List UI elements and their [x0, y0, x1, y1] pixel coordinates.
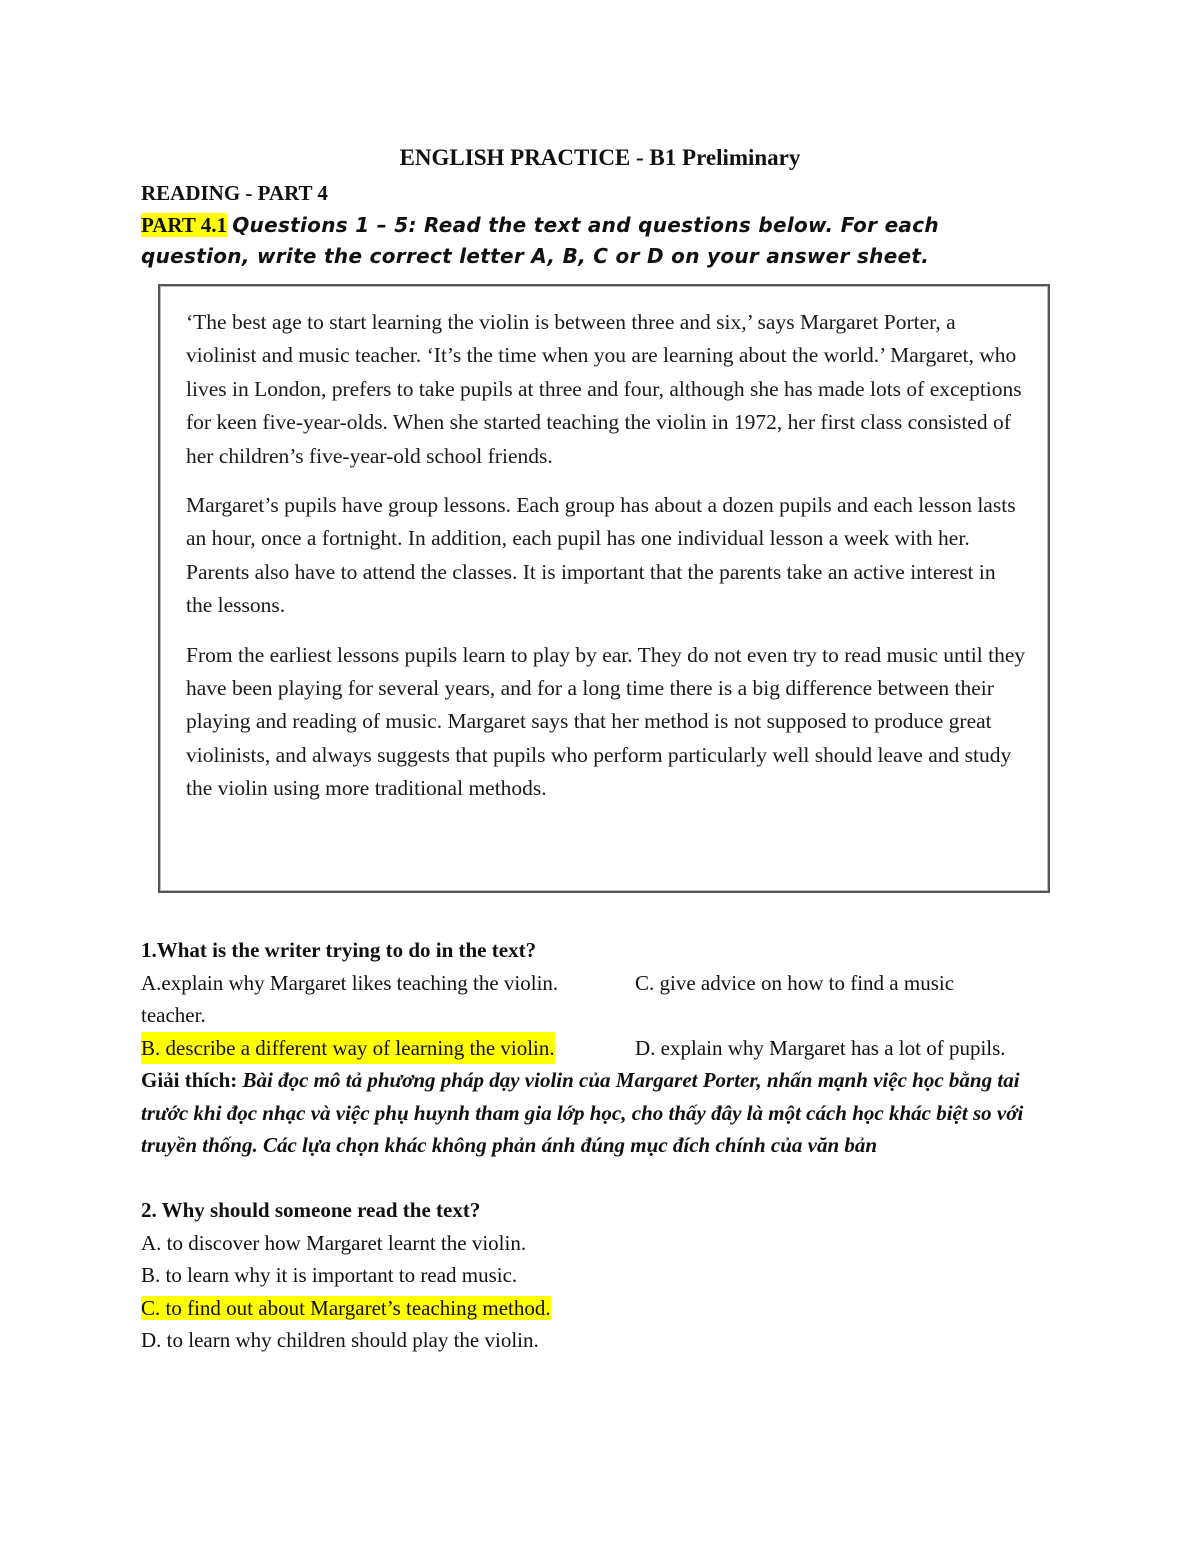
- instructions-text: Questions 1 – 5: Read the text and questions below. For each question, write the correct letter A, B, C or D on your answer sheet.: [141, 213, 939, 268]
- question-2-option-a: A. to discover how Margaret learnt the violin.: [141, 1230, 527, 1255]
- document-title: ENGLISH PRACTICE - B1 Preliminary: [399, 145, 801, 170]
- passage-paragraph-3: From the earliest lessons pupils learn to play by ear. They do not even try to read music until they have been playing for several years, and for a long time there is a big difference between their playing and reading of music. Margaret says that her method is not supposed to produce great violinists, and always suggests that pupils who perform particularly well should leave and study the violin using more traditional methods.: [186, 642, 1026, 801]
- question-1-row-bd: [141, 1032, 1061, 1065]
- part-label: PART 4.1: [141, 213, 227, 237]
- question-1-option-a: A.explain why Margaret likes teaching the violin.: [141, 970, 559, 995]
- question-1-option-c-continued: teacher.: [141, 1003, 206, 1027]
- question-2-text: 2. Why should someone read the text?: [141, 1198, 481, 1222]
- question-2-option-d: D. to learn why children should play the violin.: [141, 1328, 539, 1352]
- explanation-label: Giải thích:: [141, 1068, 238, 1092]
- question-1-option-d: D. explain why Margaret has a lot of pupils.: [635, 1035, 1006, 1060]
- question-1-option-c: C. give advice on how to find a music: [635, 970, 955, 995]
- reading-passage-box: [158, 284, 1050, 893]
- reading-passage: [186, 306, 1026, 822]
- question-1-option-b-correct: B. describe a different way of learning the violin.: [141, 1032, 555, 1065]
- question-1-explanation: [141, 1064, 1046, 1162]
- passage-paragraph-1: ‘The best age to start learning the violin is between three and six,’ says Margaret Porter, a violinist and music teacher. ‘It’s the time when you are learning about the world.’ Margaret, who lives in London, prefers to take pupils at three and four, although she has made lots of exceptions for keen five-year-olds. When she started teaching the violin in 1972, her first class consisted of her children’s five-year-old school friends.: [186, 310, 1022, 468]
- question-2: [141, 1194, 1061, 1357]
- question-2-option-b: B. to learn why it is important to read music.: [141, 1263, 518, 1287]
- section-heading: READING - PART 4: [141, 181, 328, 205]
- question-1: [141, 934, 1061, 1162]
- question-1-row-ac: [141, 967, 1061, 1000]
- instructions: [141, 210, 1041, 272]
- question-2-option-c-correct: C. to find out about Margaret’s teaching method.: [141, 1295, 551, 1320]
- explanation-text: Bài đọc mô tả phương pháp dạy violin của Margaret Porter, nhấn mạnh việc học bằng tai trước khi đọc nhạc và việc phụ huynh tham gia lớp học, cho thấy đây là một cách học khác biệt so với truyền thống. Các lựa chọn khác không phản ánh đúng mục đích chính của văn bản: [141, 1068, 1024, 1157]
- passage-paragraph-2: Margaret’s pupils have group lessons. Each group has about a dozen pupils and each lesson lasts an hour, once a fortnight. In addition, each pupil has one individual lesson a week with her. Parents also have to attend the classes. It is important that the parents take an active interest in the lessons.: [186, 493, 1016, 618]
- question-1-text: 1.What is the writer trying to do in the text?: [141, 938, 537, 962]
